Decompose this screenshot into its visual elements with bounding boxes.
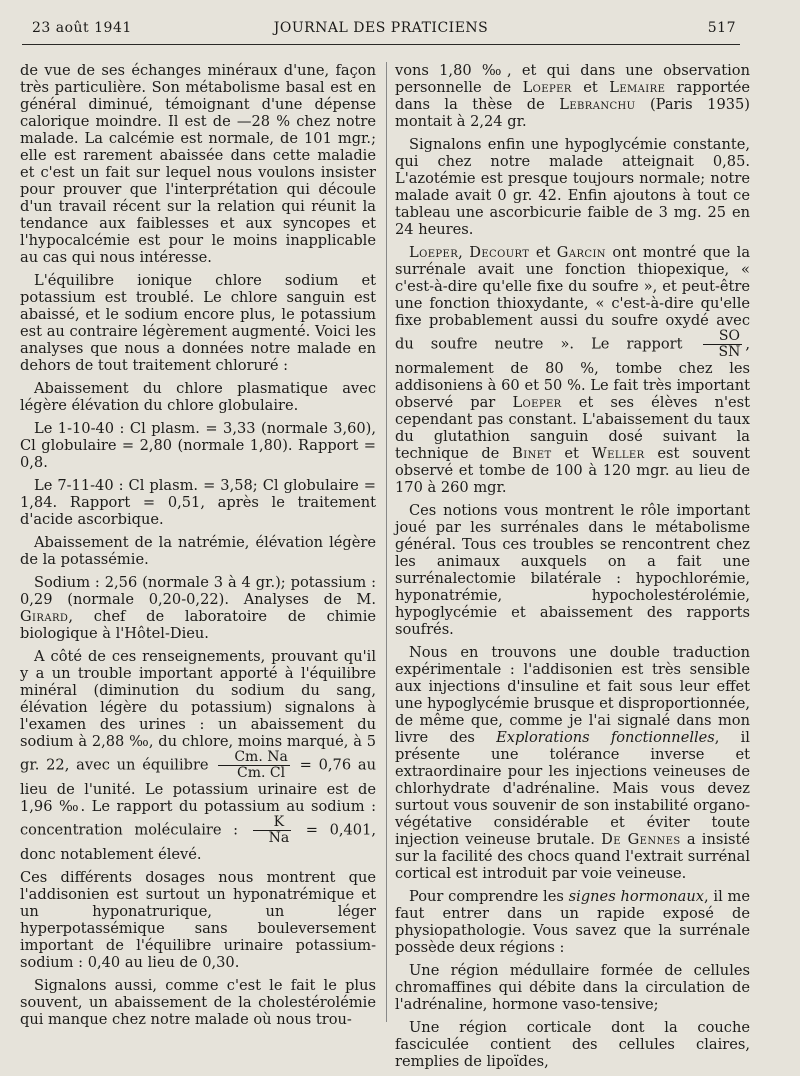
author-name: Garcin xyxy=(556,244,606,261)
text-run: (Paris 1935) montait à 2,24 gr. xyxy=(395,96,750,130)
author-name: Lemaire xyxy=(609,79,666,96)
left-column xyxy=(20,62,376,1034)
fraction-denominator: Cm. Cl xyxy=(237,765,286,781)
text-run: et xyxy=(564,445,579,462)
text-run: a insisté sur la facilité des chocs quand l'extrait surrénal cortical est introduit par voie veineuse. xyxy=(395,831,750,882)
text-run: , xyxy=(458,244,463,261)
fraction-numerator: SO xyxy=(703,329,743,345)
author-name: Loeper xyxy=(512,394,562,411)
paragraph: Signalons aussi, comme c'est le fait le plus souvent, un abaissement de la cholestérolémie qui manque chez notre malade où nous trou- xyxy=(20,977,376,1028)
header-date: 23 août 1941 xyxy=(32,20,132,36)
author-name: Loeper xyxy=(409,244,459,261)
text-run: = 0,76 au lieu de l'unité. Le potassium urinaire est de 1,96 ‰. Le rapport du potassium au sodium : concentration moléculaire : xyxy=(20,756,376,839)
fraction-cmna-cmcl xyxy=(218,750,289,781)
text-run: vons 1,80 ‰, et qui dans une observation personnelle de xyxy=(395,62,750,96)
text-run: et ses élèves n'est cependant pas constant. L'abaissement du taux du glutathion sanguin dosé suivant la technique de xyxy=(395,394,751,462)
paragraph: Signalons enfin une hypoglycémie constante, qui chez notre malade atteignait 0,85. L'azotémie est presque toujours normale; notre malade avait 0 gr. 42. Enfin ajoutons à tout ce tableau une ascorbicurie faible de 3 mg. 25 en 24 heures. xyxy=(395,136,750,238)
paragraph: L'équilibre ionique chlore sodium et potassium est troublé. Le chlore sanguin est abaissé, et le sodium encore plus, le potassium est au contraire légèrement augmenté. Voici les analyses que nous a données notre malade en dehors de tout traitement chloruré : xyxy=(20,272,376,374)
paragraph xyxy=(395,644,750,882)
author-name: Loeper xyxy=(522,79,572,96)
text-run: A côté de ces renseignements, prouvant qu'il y a un trouble important apporté à l'équilibre minéral (diminution du sodium du sang, élévation légère du potassium) signalons à l'examen des urines : un abaissement du sodium à 2,88 ‰, du chlore, moins marqué, à 5 gr. 22, avec un équilibre xyxy=(20,648,376,774)
paragraph xyxy=(395,62,750,130)
text-run: et xyxy=(583,79,598,96)
author-name: Girard xyxy=(20,608,69,625)
fraction-numerator: Cm. Na xyxy=(218,750,289,766)
paragraph xyxy=(20,648,376,863)
column-divider xyxy=(386,62,387,1022)
author-name: Decourt xyxy=(469,244,530,261)
paragraph: Abaissement de la natrémie, élévation légère de la potassémie. xyxy=(20,534,376,568)
text-run: et xyxy=(535,244,551,261)
paragraph: Le 1-10-40 : Cl plasm. = 3,33 (normale 3,60), Cl globulaire = 2,80 (normale 1,80). Rapport = 0,8. xyxy=(20,420,376,471)
paragraph: Une région corticale dont la couche fasciculée contient des cellules claires, remplies de lipoïdes, xyxy=(395,1019,750,1070)
author-name: De Gennes xyxy=(601,831,681,848)
text-run: , chef de laboratoire de chimie biologique à l'Hôtel-Dieu. xyxy=(20,608,376,642)
text-run: , il me faut entrer dans un rapide exposé de physiopathologie. Vous savez que la surrénale possède deux régions : xyxy=(395,888,750,956)
paragraph: Ces notions vous montrent le rôle important joué par les surrénales dans le métabolisme général. Tous ces troubles se rencontrent chez les animaux auxquels on a fait une surrénalectomie bilatérale : hypochlorémie, hyponatrémie, hypocholestérolémie, hypoglycémie et abaissement des rapports soufrés. xyxy=(395,502,750,638)
author-name: Binet xyxy=(512,445,552,462)
right-column xyxy=(395,62,750,1076)
fraction-denominator: SN xyxy=(718,344,741,360)
fraction-so-sn xyxy=(703,329,743,360)
header-page-number: 517 xyxy=(707,20,736,36)
fraction-numerator: K xyxy=(253,815,292,831)
paragraph xyxy=(20,574,376,642)
paragraph: Abaissement du chlore plasmatique avec légère élévation du chlore globulaire. xyxy=(20,380,376,414)
page-header xyxy=(22,18,740,45)
text-run: est souvent observé et tombe de 100 à 120 mgr. au lieu de 170 à 260 mgr. xyxy=(395,445,751,496)
paragraph: de vue de ses échanges minéraux d'une, façon très particulière. Son métabolisme basal est en général diminué, témoignant d'une dépense calorique moindre. Il est de —28 % chez notre malade. La calcémie est normale, de 101 mgr.; elle est rarement abaissée dans cette maladie et c'est un fait sur lequel nous voulons insister pour prouver que l'interprétation qui découle d'un travail récent sur la relation qui réunit la tendance aux faiblesses et aux syncopes et l'hypocalcémie est pour le moins inapplicable au cas qui nous intéresse. xyxy=(20,62,376,266)
text-run: Nous en trouvons une double traduction expérimentale : l'addisonien est très sensible aux injections d'insuline et fait sous leur effet une hypoglycémie brusque et disproportionnée, de même que, comme je l'ai signalé dans mon livre des xyxy=(395,644,750,746)
header-journal-title: JOURNAL DES PRATICIENS xyxy=(273,20,489,36)
text-run: Sodium : 2,56 (normale 3 à 4 gr.); potassium : 0,29 (normale 0,20-0,22). Analyses de M. xyxy=(20,574,376,608)
book-title: Explorations fonctionnelles xyxy=(496,729,715,746)
text-run: rapportée dans la thèse de xyxy=(395,79,751,113)
paragraph: Le 7-11-40 : Cl plasm. = 3,58; Cl globulaire = 1,84. Rapport = 0,51, après le traitement d'acide ascorbique. xyxy=(20,477,376,528)
author-name: Weller xyxy=(591,445,645,462)
paragraph: Une région médullaire formée de cellules chromaffines qui débite dans la circulation de l'adrénaline, hormone vaso-tensive; xyxy=(395,962,750,1013)
text-run: , il présente une tolérance inverse et extraordinaire pour les injections veineuses de chlorhydrate d'adrénaline. Mais vous devez surtout vous souvenir de son instabilité organo-végétative considérable et éviter toute injection veineuse brutale. xyxy=(395,729,750,848)
author-name: Lebranchu xyxy=(559,96,636,113)
text-run: ont montré que la surrénale avait une fonction thiopexique, « c'est-à-dire qu'elle fixe du soufre », et peut-être une fonction thioxydante, « c'est-à-dire qu'elle fixe probablement aussi du soufre oxydé avec du soufre neutre ». Le rapport xyxy=(395,244,751,353)
paragraph xyxy=(395,244,750,496)
fraction-k-na xyxy=(253,815,292,846)
fraction-denominator: Na xyxy=(268,830,290,846)
paragraph: Ces différents dosages nous montrent que l'addisonien est surtout un hyponatrémique et un hyponatrurique, un léger hyperpotassémique sans bouleversement important de l'équilibre urinaire potassium-sodium : 0,40 au lieu de 0,30. xyxy=(20,869,376,971)
emphasis: signes hormonaux xyxy=(568,888,704,905)
paragraph xyxy=(395,888,750,956)
text-run: Pour comprendre les xyxy=(409,888,564,905)
text-run: = 0,401, donc notablement élevé. xyxy=(20,821,377,863)
text-run: , normalement de 80 %, tombe chez les addisoniens à 60 et 50 %. Le fait très important observé par xyxy=(395,335,751,411)
